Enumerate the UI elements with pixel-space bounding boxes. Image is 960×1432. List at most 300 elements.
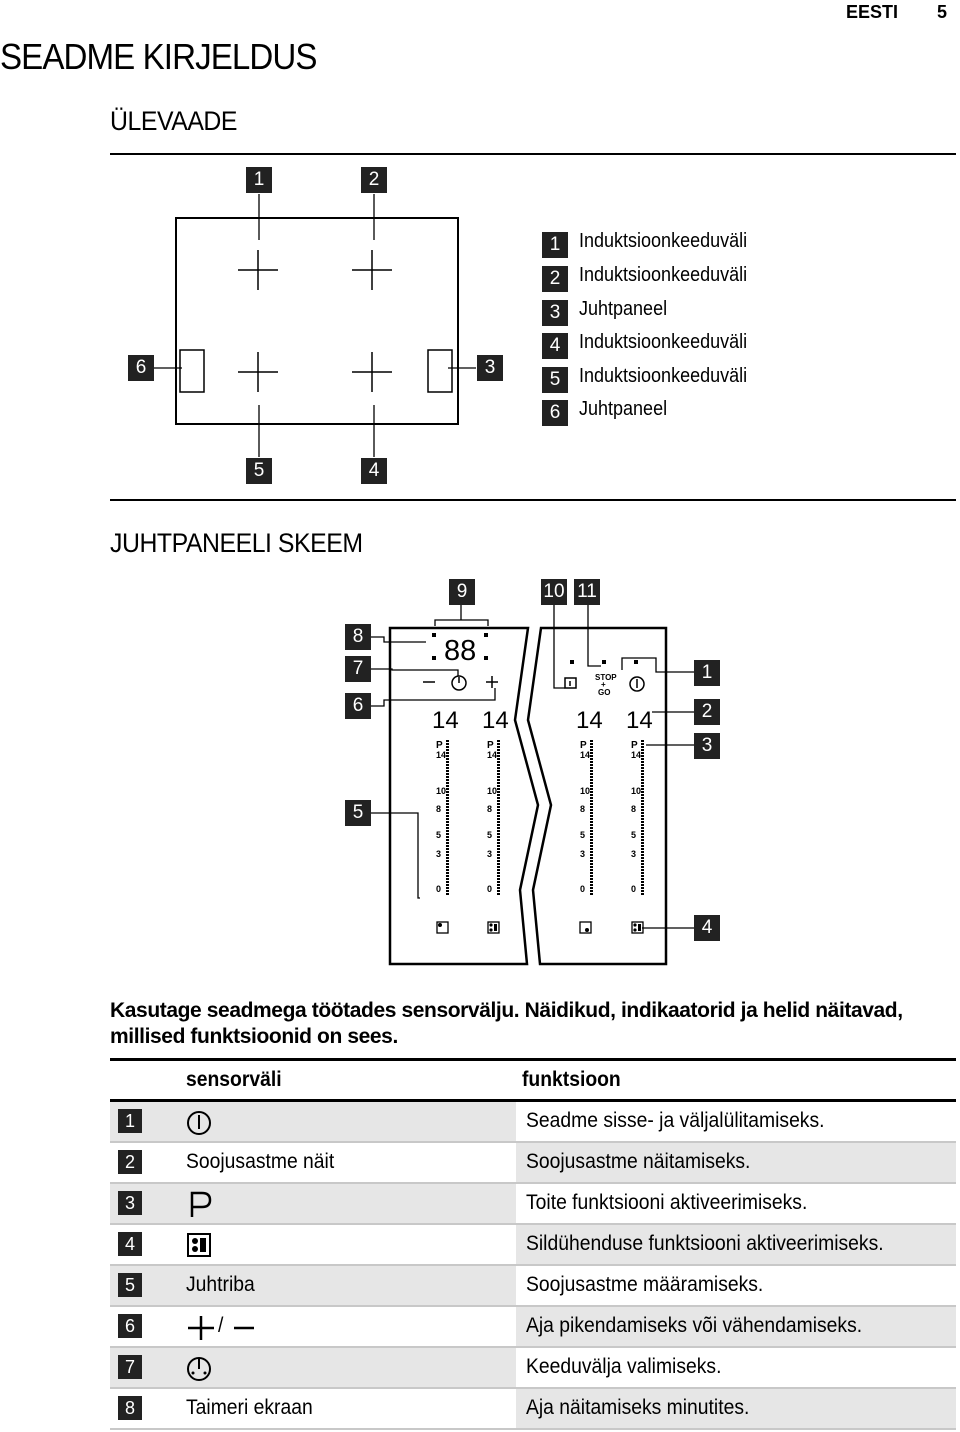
slider-segment	[641, 740, 644, 742]
slider-segment	[446, 794, 449, 796]
slider-segment	[590, 869, 593, 871]
panel-callout-8: 8	[345, 624, 371, 650]
slider-segment	[641, 809, 644, 811]
scale-label: 3	[580, 849, 586, 859]
intro-text: Kasutage seadmega töötades sensorvälju. Näidikud, indikaatorid ja helid näitavad, millised funktsioonid on sees.	[110, 999, 903, 1048]
slider-segment	[641, 800, 644, 802]
slider-segment	[641, 776, 644, 778]
bridge-icon	[186, 1232, 216, 1260]
slider-segment	[641, 812, 644, 814]
slider-segment	[641, 770, 644, 772]
slider-segment	[590, 800, 593, 802]
slider-segment	[590, 821, 593, 823]
slider-segment	[590, 815, 593, 817]
slider-segment	[590, 746, 593, 748]
slider-segment	[590, 782, 593, 784]
slider-segment	[497, 755, 500, 757]
slider-segment	[641, 833, 644, 835]
slider-segment	[641, 878, 644, 880]
table-row	[110, 1307, 956, 1348]
row-sensor: Soojusastme näit	[186, 1150, 335, 1173]
slider-segment	[590, 878, 593, 880]
slider-segment	[497, 851, 500, 853]
slider-segment	[641, 818, 644, 820]
row-number: 3	[118, 1191, 142, 1215]
slider-segment	[590, 749, 593, 751]
header-sensor: sensorväli	[186, 1068, 282, 1091]
slider-segment	[497, 752, 500, 754]
slider-segment	[590, 854, 593, 856]
overview-callout-4: 4	[361, 458, 387, 484]
slider-segment	[446, 782, 449, 784]
slider-segment	[446, 800, 449, 802]
slider-segment	[641, 767, 644, 769]
slider-segment	[641, 887, 644, 889]
slider-segment	[497, 869, 500, 871]
slider-segment	[497, 758, 500, 760]
slider-segment	[497, 854, 500, 856]
slider-segment	[446, 749, 449, 751]
zone-display: 14	[482, 707, 509, 734]
slider-segment	[641, 821, 644, 823]
slider-segment	[446, 809, 449, 811]
slider-segment	[590, 827, 593, 829]
scale-label: 8	[631, 804, 637, 814]
slider-segment	[497, 893, 500, 895]
slider-segment	[641, 746, 644, 748]
slider-segment	[641, 851, 644, 853]
slider-segment	[590, 818, 593, 820]
lock-icon	[565, 678, 576, 688]
slider-segment	[641, 773, 644, 775]
slider-segment	[641, 764, 644, 766]
row-sensor: Taimeri ekraan	[186, 1396, 313, 1419]
slider-segment	[497, 767, 500, 769]
slider-segment	[446, 845, 449, 847]
header-page-number: 5	[937, 2, 948, 22]
legend-number: 6	[542, 400, 568, 426]
slider-segment	[641, 755, 644, 757]
overview-heading: ÜLEVAADE	[110, 106, 238, 136]
scale-label: P	[436, 740, 443, 751]
power-icon	[186, 1109, 216, 1137]
overview-callout-2: 2	[361, 167, 387, 193]
scale-label: 0	[436, 884, 442, 894]
slider-segment	[590, 740, 593, 742]
slider-segment	[641, 890, 644, 892]
slider-segment	[641, 848, 644, 850]
legend-label: Induktsioonkeeduväli	[579, 230, 748, 252]
slider-segment	[641, 869, 644, 871]
slider-segment	[446, 869, 449, 871]
slider-segment	[590, 893, 593, 895]
header-function: funktsioon	[522, 1068, 621, 1091]
slider-segment	[590, 833, 593, 835]
slider-segment	[590, 872, 593, 874]
slider-segment	[497, 890, 500, 892]
scale-label: 0	[487, 884, 493, 894]
scale-label: 8	[487, 804, 493, 814]
slider-segment	[446, 776, 449, 778]
overview-callout-3: 3	[477, 355, 503, 381]
zone-display: 14	[576, 707, 603, 734]
slider-segment	[446, 824, 449, 826]
row-number: 5	[118, 1273, 142, 1297]
slider-segment	[446, 857, 449, 859]
panel-callout-10: 10	[541, 579, 567, 605]
slider-segment	[446, 836, 449, 838]
slider-segment	[497, 845, 500, 847]
row-function: Sildühenduse funktsiooni aktiveerimiseks.	[526, 1232, 884, 1255]
slider-segment	[497, 794, 500, 796]
scale-label: 3	[487, 849, 493, 859]
row-number: 4	[118, 1232, 142, 1256]
slider-segment	[497, 800, 500, 802]
slider-segment	[641, 752, 644, 754]
slider-segment	[641, 854, 644, 856]
scale-label: 8	[580, 804, 586, 814]
scale-label: P	[487, 740, 494, 751]
slider-segment	[590, 764, 593, 766]
slider-segment	[590, 788, 593, 790]
legend-number: 2	[542, 266, 568, 292]
slider-segment	[590, 845, 593, 847]
control-panel-rule	[110, 499, 956, 501]
slider-segment	[497, 743, 500, 745]
row-number: 7	[118, 1355, 142, 1379]
slider-segment	[590, 806, 593, 808]
slider-segment	[590, 809, 593, 811]
control-panel-heading: JUHTPANEELI SKEEM	[110, 528, 363, 558]
slider-segment	[446, 797, 449, 799]
slider-segment	[446, 848, 449, 850]
slider-segment	[446, 773, 449, 775]
slider-segment	[641, 839, 644, 841]
slider-segment	[497, 776, 500, 778]
table-row	[110, 1266, 956, 1307]
panel-callout-5: 5	[345, 800, 371, 826]
row-function: Soojusastme näitamiseks.	[526, 1150, 751, 1173]
slider-segment	[641, 875, 644, 877]
slider-segment	[641, 830, 644, 832]
slider-segment	[641, 797, 644, 799]
slider-segment	[446, 866, 449, 868]
row-function: Toite funktsiooni aktiveerimiseks.	[526, 1191, 808, 1214]
plus-icon	[186, 1315, 216, 1341]
slider-segment	[590, 755, 593, 757]
sensor-table	[110, 1058, 956, 1430]
slider-segment	[446, 860, 449, 862]
table-header	[110, 1058, 956, 1102]
slider-segment	[446, 806, 449, 808]
row-function: Keeduvälja valimiseks.	[526, 1355, 722, 1378]
row-function: Soojusastme määramiseks.	[526, 1273, 764, 1296]
row-number: 2	[118, 1150, 142, 1174]
slider-segment	[590, 803, 593, 805]
slider-segment	[446, 833, 449, 835]
scale-label: 14	[487, 750, 498, 760]
slider-segment	[590, 842, 593, 844]
panel-callout-9: 9	[449, 579, 475, 605]
scale-label: 10	[487, 786, 498, 796]
slider-segment	[446, 875, 449, 877]
slider-segment	[497, 839, 500, 841]
slider-segment	[641, 872, 644, 874]
slider-segment	[497, 887, 500, 889]
slider-segment	[590, 875, 593, 877]
scale-label: 5	[580, 830, 586, 840]
slider-segment	[641, 866, 644, 868]
row-function: Aja näitamiseks minutites.	[526, 1396, 750, 1419]
slider-segment	[497, 824, 500, 826]
header-language: EESTI	[846, 2, 899, 22]
slider-segment	[497, 809, 500, 811]
slider-segment	[641, 881, 644, 883]
hob-overview-diagram	[0, 0, 960, 500]
scale-label: P	[580, 740, 587, 751]
slider-segment	[641, 827, 644, 829]
slider-segment	[641, 863, 644, 865]
table-row	[110, 1348, 956, 1389]
legend-number: 4	[542, 333, 568, 359]
slider-segment	[497, 806, 500, 808]
panel-callout-1: 1	[694, 660, 720, 686]
slider-segment	[497, 818, 500, 820]
slider-segment	[590, 779, 593, 781]
slider-segment	[446, 839, 449, 841]
slider-segment	[641, 836, 644, 838]
table-row	[110, 1143, 956, 1184]
slider-segment	[446, 884, 449, 886]
slider-segment	[497, 785, 500, 787]
slider-segment	[497, 782, 500, 784]
slider-segment	[590, 890, 593, 892]
control-panel-diagram	[0, 560, 960, 980]
slider-segment	[497, 881, 500, 883]
row-sensor: Juhtriba	[186, 1273, 255, 1296]
slider-segment	[590, 752, 593, 754]
slider-segment	[497, 884, 500, 886]
slider-segment	[446, 767, 449, 769]
timer-icon	[186, 1355, 216, 1383]
legend-label: Induktsioonkeeduväli	[579, 264, 748, 286]
slider-segment	[497, 857, 500, 859]
row-number: 1	[118, 1109, 142, 1133]
slider-segment	[497, 788, 500, 790]
scale-label: 3	[631, 849, 637, 859]
legend-label: Induktsioonkeeduväli	[579, 331, 748, 353]
slider-segment	[590, 767, 593, 769]
slider-segment	[641, 743, 644, 745]
slider-segment	[641, 824, 644, 826]
slider-segment	[590, 851, 593, 853]
slider-segment	[590, 770, 593, 772]
scale-label: 10	[580, 786, 591, 796]
slider-segment	[497, 746, 500, 748]
slider-segment	[590, 857, 593, 859]
slider-segment	[497, 833, 500, 835]
scale-label: 0	[631, 884, 637, 894]
scale-label: 8	[436, 804, 442, 814]
slider-segment	[590, 881, 593, 883]
slider-segment	[446, 743, 449, 745]
slider-segment	[446, 812, 449, 814]
slider-segment	[446, 821, 449, 823]
slider-segment	[497, 863, 500, 865]
slider-segment	[590, 812, 593, 814]
slider-segment	[641, 779, 644, 781]
panel-callout-7: 7	[345, 656, 371, 682]
slider-segment	[641, 842, 644, 844]
slider-segment	[497, 872, 500, 874]
slider-segment	[446, 851, 449, 853]
slider-segment	[446, 878, 449, 880]
slider-segment	[497, 830, 500, 832]
slider-segment	[446, 827, 449, 829]
slider-segment	[497, 878, 500, 880]
scale-label: 10	[631, 786, 642, 796]
slider-segment	[497, 842, 500, 844]
slider-segment	[497, 860, 500, 862]
legend-label: Induktsioonkeeduväli	[579, 365, 748, 387]
table-row	[110, 1102, 956, 1143]
zone-display: 14	[432, 707, 459, 734]
page-title: SEADME KIRJELDUS	[0, 36, 317, 77]
slider-segment	[641, 788, 644, 790]
slider-segment	[590, 860, 593, 862]
legend-label: Juhtpaneel	[579, 398, 668, 420]
scale-label: 14	[580, 750, 591, 760]
slider-segment	[590, 884, 593, 886]
slider-segment	[446, 854, 449, 856]
panel-callout-6: 6	[345, 693, 371, 719]
overview-callout-6: 6	[128, 355, 154, 381]
slider-segment	[641, 845, 644, 847]
slider-segment	[446, 842, 449, 844]
scale-label: 0	[580, 884, 586, 894]
table-row	[110, 1225, 956, 1266]
slider-segment	[590, 830, 593, 832]
slider-segment	[590, 794, 593, 796]
slider-segment	[497, 791, 500, 793]
table-row	[110, 1389, 956, 1430]
slider-segment	[446, 788, 449, 790]
slider-segment	[446, 872, 449, 874]
slider-segment	[497, 875, 500, 877]
slider-segment	[590, 887, 593, 889]
slider-segment	[446, 770, 449, 772]
legend-label: Juhtpaneel	[579, 298, 668, 320]
scale-label: 14	[631, 750, 642, 760]
row-number: 8	[118, 1396, 142, 1420]
slider-segment	[641, 782, 644, 784]
slider-segment	[497, 764, 500, 766]
slider-segment	[446, 893, 449, 895]
row-number: 6	[118, 1314, 142, 1338]
slider-segment	[590, 758, 593, 760]
slider-segment	[497, 827, 500, 829]
slider-segment	[590, 836, 593, 838]
slider-segment	[497, 821, 500, 823]
slider-segment	[590, 791, 593, 793]
slider-segment	[590, 776, 593, 778]
row-function: Aja pikendamiseks või vähendamiseks.	[526, 1314, 863, 1337]
slider-segment	[497, 740, 500, 742]
slider-segment	[641, 857, 644, 859]
stop-go-line2: +	[601, 680, 606, 689]
scale-label: 10	[436, 786, 447, 796]
slider-segment	[446, 803, 449, 805]
panel-callout-11: 11	[574, 579, 600, 605]
panel-callout-3: 3	[694, 733, 720, 759]
slider-segment	[497, 773, 500, 775]
slider-segment	[590, 743, 593, 745]
legend-number: 1	[542, 232, 568, 258]
slider-segment	[497, 803, 500, 805]
slider-segment	[590, 839, 593, 841]
scale-label: 14	[436, 750, 447, 760]
minus-icon	[232, 1315, 256, 1341]
slider-segment	[497, 779, 500, 781]
slider-segment	[446, 752, 449, 754]
scale-label: 5	[631, 830, 637, 840]
slider-segment	[590, 824, 593, 826]
slider-segment	[641, 785, 644, 787]
slider-segment	[446, 779, 449, 781]
slider-segment	[641, 803, 644, 805]
slider-segment	[497, 866, 500, 868]
slider-segment	[446, 785, 449, 787]
table-row	[110, 1184, 956, 1225]
slider-segment	[446, 887, 449, 889]
slider-segment	[590, 761, 593, 763]
panel-callout-2: 2	[694, 699, 720, 725]
legend-number: 3	[542, 300, 568, 326]
slider-segment	[446, 890, 449, 892]
slider-segment	[497, 848, 500, 850]
slider-segment	[446, 791, 449, 793]
slider-segment	[446, 815, 449, 817]
slider-segment	[446, 830, 449, 832]
slider-segment	[590, 866, 593, 868]
slider-segment	[641, 815, 644, 817]
power-icon	[630, 677, 644, 691]
scale-label: P	[631, 740, 638, 751]
slider-segment	[497, 797, 500, 799]
timer-display: 88	[444, 635, 477, 667]
overview-callout-5: 5	[246, 458, 272, 484]
slider-segment	[446, 758, 449, 760]
slider-segment	[641, 860, 644, 862]
scale-label: 5	[436, 830, 442, 840]
slider-segment	[590, 863, 593, 865]
slider-segment	[641, 758, 644, 760]
slider-segment	[590, 848, 593, 850]
slider-segment	[446, 761, 449, 763]
slider-segment	[641, 794, 644, 796]
slider-segment	[446, 764, 449, 766]
slider-segment	[446, 818, 449, 820]
row-function: Seadme sisse- ja väljalülitamiseks.	[526, 1109, 825, 1132]
zone-display: 14	[626, 707, 653, 734]
power-boost-p-icon	[186, 1189, 216, 1221]
slider-segment	[446, 746, 449, 748]
stop-go-line3: GO	[598, 688, 611, 697]
slider-segment	[497, 770, 500, 772]
slider-segment	[641, 749, 644, 751]
slider-segment	[590, 785, 593, 787]
stop-go-line1: STOP	[595, 673, 617, 682]
